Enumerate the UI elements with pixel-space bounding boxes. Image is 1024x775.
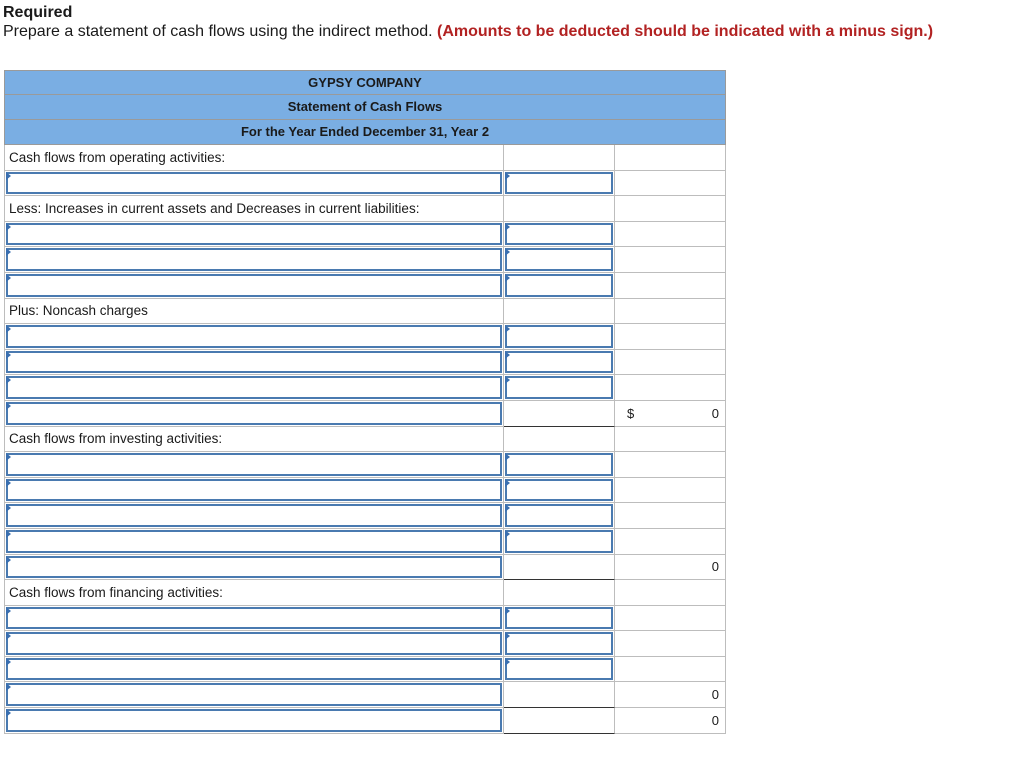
total-cell [615,478,726,504]
section-label: Cash flows from financing activities: [9,584,223,600]
statement-row [4,657,726,683]
amount-input[interactable] [505,658,613,681]
amount-cell [504,452,615,478]
instruction-text [3,22,933,42]
section-label: Cash flows from investing activities: [9,431,223,447]
total-cell [615,299,726,325]
total-cell [615,222,726,248]
statement-row [4,580,726,606]
description-input[interactable] [6,632,502,655]
description-cell [4,555,504,581]
description-input[interactable] [6,658,502,681]
section-label: Cash flows from operating activities: [9,149,226,165]
description-input[interactable] [6,530,502,553]
amount-input[interactable] [505,632,613,655]
statement-row [4,631,726,657]
amount-cell [504,375,615,401]
statement-row [4,427,726,453]
amount-input[interactable] [505,453,613,476]
description-input[interactable] [6,709,502,732]
amount-cell [504,529,615,555]
description-input[interactable] [6,376,502,399]
total-cell [615,273,726,299]
total-cell [615,196,726,222]
total-cell [615,503,726,529]
amount-cell [504,247,615,273]
description-cell [4,350,504,376]
description-cell [4,631,504,657]
amount-cell [504,299,615,325]
description-input[interactable] [6,453,502,476]
total-cell [615,171,726,197]
amount-cell [504,503,615,529]
description-cell [4,273,504,299]
statement-row [4,273,726,299]
amount-cell [504,657,615,683]
statement-row [4,375,726,401]
description-cell [4,708,504,734]
total-cell [615,529,726,555]
amount-cell [504,350,615,376]
cash-flow-statement [4,70,726,734]
statement-row [4,222,726,248]
total-cell [615,682,726,708]
statement-title: Statement of Cash Flows [4,95,726,120]
description-cell [4,580,504,606]
total-cell [615,247,726,273]
total-cell [615,350,726,376]
description-cell [4,145,504,171]
company-name: GYPSY COMPANY [4,70,726,95]
subtotal-value: 0 [711,559,719,575]
amount-input[interactable] [505,530,613,553]
amount-cell [504,401,615,427]
description-input[interactable] [6,607,502,630]
total-cell [615,657,726,683]
statement-row [4,708,726,734]
description-input[interactable] [6,325,502,348]
total-cell [615,452,726,478]
section-label: Plus: Noncash charges [9,303,148,319]
description-input[interactable] [6,223,502,246]
description-cell [4,247,504,273]
total-cell [615,375,726,401]
amount-input[interactable] [505,351,613,374]
description-cell [4,529,504,555]
total-cell [615,606,726,632]
subtotal-value: 0 [711,712,719,728]
total-cell [615,401,726,427]
description-cell [4,452,504,478]
statement-rows [4,145,726,734]
description-cell [4,196,504,222]
statement-row [4,478,726,504]
description-input[interactable] [6,556,502,579]
instruction-main: Prepare a statement of cash flows using the indirect method. [3,23,433,40]
statement-row [4,555,726,581]
amount-cell [504,427,615,453]
description-cell [4,657,504,683]
subtotal-value: 0 [711,405,719,421]
total-cell [615,324,726,350]
amount-cell [504,708,615,734]
statement-period: For the Year Ended December 31, Year 2 [4,120,726,145]
amount-cell [504,606,615,632]
statement-row [4,350,726,376]
statement-row [4,682,726,708]
total-cell [615,580,726,606]
total-cell [615,427,726,453]
amount-cell [504,682,615,708]
description-input[interactable] [6,351,502,374]
statement-row [4,171,726,197]
amount-input[interactable] [505,274,613,297]
section-label: Less: Increases in current assets and Decreases in current liabilities: [9,200,420,216]
description-cell [4,478,504,504]
amount-input[interactable] [505,504,613,527]
amount-cell [504,631,615,657]
amount-cell [504,222,615,248]
total-cell [615,145,726,171]
statement-row [4,606,726,632]
statement-row [4,529,726,555]
amount-input[interactable] [505,325,613,348]
statement-row [4,145,726,171]
amount-input[interactable] [505,607,613,630]
description-cell [4,299,504,325]
amount-input[interactable] [505,248,613,271]
amount-cell [504,273,615,299]
amount-cell [504,171,615,197]
amount-cell [504,324,615,350]
amount-input[interactable] [505,223,613,246]
amount-input[interactable] [505,479,613,502]
description-cell [4,606,504,632]
statement-row [4,247,726,273]
description-input[interactable] [6,172,502,195]
amount-cell [504,145,615,171]
statement-row [4,299,726,325]
statement-row [4,324,726,350]
description-cell [4,375,504,401]
subtotal-value: 0 [711,687,719,703]
required-heading: Required [3,4,73,21]
description-input[interactable] [6,402,502,425]
amount-cell [504,580,615,606]
description-cell [4,324,504,350]
description-input[interactable] [6,504,502,527]
amount-input[interactable] [505,172,613,195]
description-cell [4,427,504,453]
amount-cell [504,196,615,222]
statement-row [4,401,726,427]
amount-cell [504,478,615,504]
description-input[interactable] [6,479,502,502]
statement-row [4,503,726,529]
description-input[interactable] [6,274,502,297]
description-cell [4,401,504,427]
total-cell [615,631,726,657]
description-input[interactable] [6,248,502,271]
description-cell [4,171,504,197]
instruction-note: (Amounts to be deducted should be indicated with a minus sign.) [437,23,934,40]
amount-input[interactable] [505,376,613,399]
statement-row [4,196,726,222]
amount-cell [504,555,615,581]
dollar-sign: $ [627,405,635,421]
total-cell [615,555,726,581]
total-cell [615,708,726,734]
description-input[interactable] [6,683,502,706]
description-cell [4,503,504,529]
description-cell [4,222,504,248]
statement-row [4,452,726,478]
description-cell [4,682,504,708]
